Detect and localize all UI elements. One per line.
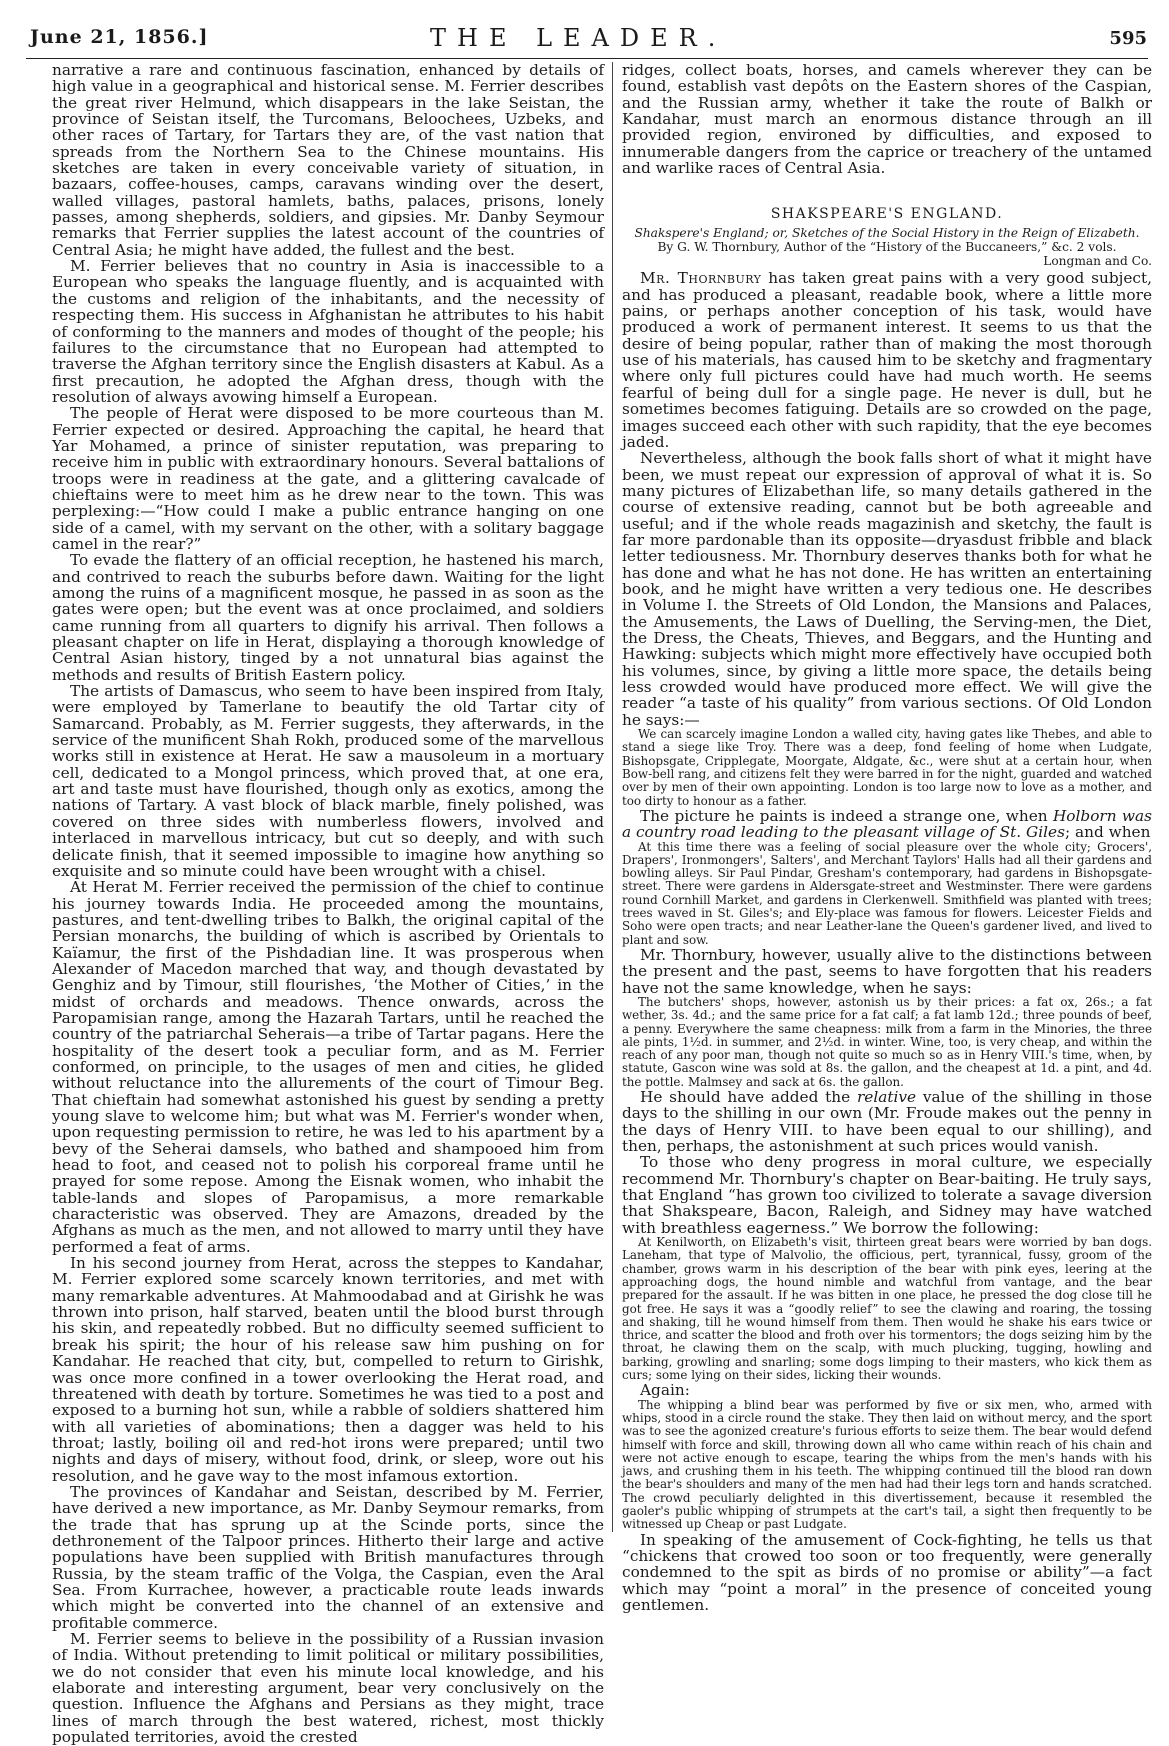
left-column bbox=[52, 61, 604, 1746]
page-number: 595 bbox=[1109, 28, 1147, 49]
paragraph: The artists of Damascus, who seem to have been inspired from Italy, were employed by Tamerlane to beautify the old Tartar city of Samarcand. Probably, as M. Ferrier suggests, they afterwards, in the service of the munificent Shah Rokh, produced some of the marvellous works still in existence at Herat. He saw a mausoleum in a mortuary cell, dedicated to a Mongol princess, which proved that, at one era, art and taste must have flourished, though only as exotics, among the nations of Tartary. A vast block of black marble, finely polished, was covered on three sides with numberless flowers, involved and interlaced in marvellous intricacy, but cut so deeply, and with such delicate finish, that it seemed impossible to imagine how anything so exquisite and so minute could have been wrought with a chisel. bbox=[52, 682, 604, 880]
paragraph: Again: bbox=[640, 1381, 690, 1400]
paragraph: In speaking of the amusement of Cock-fighting, he tells us that “chickens that crowed too soon or too frequently, were generally condemned to the spit as birds of no promise or ability”—a fact which may “point a moral” in the presence of conceited young gentlemen. bbox=[622, 1530, 1152, 1615]
paragraph: Mr. Thornbury, however, usually alive to the distinctions between the present and the past, seems to have forgotten that his readers have not the same knowledge, when he says: bbox=[622, 945, 1152, 997]
paragraph: In his second journey from Herat, across the steppes to Kandahar, M. Ferrier explored some scarcely known territories, and met with many remarkable adventures. At Mahmoodabad and at Girishk he was thrown into prison, half starved, beaten until the blood burst through his skin, and repeatedly robbed. But no difficulty seemed sufficient to break his spirit; the hour of his release saw him pushing on for Kandahar. He reached that city, but, compelled to return to Girishk, was once more confined in a tower overlooking the Herat road, and threatened with death by torture. Sometimes he was tied to a post and exposed to a burning hot sun, while a rabble of soldiers shattered him with all varieties of abominations; then a dagger was held to his throat; lastly, boiling oil and red-hot irons were prepared; until two nights and days of misery, without food, drink, or sleep, wore out his resolution, and he gave way to the most infamous extortion. bbox=[52, 1254, 604, 1485]
right-column bbox=[622, 61, 1153, 1615]
paragraph-text: has taken great pains with a very good subject, and has produced a pleasant, readable book, where a little more pains, or perhaps another conception of his task, would have produced a work of permanent interest. It seems to us that the desire of being popular, rather than of making the most thorough use of his materials, has caused him to be sketchy and fragmentary where only full pictures could have had much worth. He seems fearful of being dull for a single page. He never is dull, but he sometimes becomes fatiguing. Details are so crowded on the page, images succeed each other with such rapidity, that the eye becomes jaded. bbox=[622, 269, 1153, 451]
paragraph: The provinces of Kandahar and Seistan, described by M. Ferrier, have derived a new importance, as Mr. Danby Seymour remarks, from the trade that has sprung up at the Scinde ports, since the dethronement of the Talpoor princes. Hitherto their large and active populations have been supplied with British manufactures through Russia, by the steam traffic of the Volga, the Caspian, even the Aral Sea. From Kurrachee, however, a practicable route leads inwards which might be converted into the channel of an extensive and profitable commerce. bbox=[52, 1482, 604, 1632]
block-quote: We can scarcely imagine London a walled city, having gates like Thebes, and able to stand a siege like Troy. There was a deep, fond feeling of home when Ludgate, Bishopsgate, Cripplegate, Moorgate, Aldgate, &c., were shut at a certain hour, when Bow-bell rang, and citizens felt they were barred in for the night, guarded and watched over by men of their own appointing. London is too large now to love as a mother, and too dirty to honour as a father. bbox=[622, 727, 1152, 808]
paragraph bbox=[622, 808, 1152, 841]
masthead-title: THE LEADER. bbox=[430, 24, 727, 52]
paragraph bbox=[622, 1089, 1152, 1154]
paragraph: At Herat M. Ferrier received the permission of the chief to continue his journey towards India. He proceeded among the mountains, pastures, and tent-dwelling tribes to Balkh, the original capital of the Persian monarchs, the building of which is ascribed by Orientals to Kaïamur, the first of the Pishdadian line. It was prosperous when Alexander of Macedon marched that way, and though devastated by Genghiz and by Timour, still flourishes, ‘the Mother of Cities,’ in the midst of orchards and meadows. Thence onwards, across the Paropamisian range, among the Hazarah Tartars, until he reached the country of the patriarchal Seherais—a tribe of Tartar pagans. Here the hospitality of the desert took a peculiar form, and as M. Ferrier conformed, on principle, to the usages of men and cities, he glided without reluctance into the allurements of the court of Timour Beg. That chieftain had somewhat astonished his guest by sending a pretty young slave to welcome him; but what was M. Ferrier's wonder when, upon requesting permission to retire, he was led to his apartment by a bevy of the Seherai damsels, who bathed and shampooed him from head to foot, and ceased not to polish his corporeal frame until he prayed for some repose. Among the Eisnak women, who inhabit the table-lands and slopes of Paropamisus, a more remarkable characteristic was observed. They are Amazons, dreaded by the Afghans as much as the men, and not allowed to marry until they have performed a feat of arms. bbox=[52, 878, 604, 1256]
paragraph-lead: Mr. Thornbury bbox=[640, 269, 762, 288]
paragraph: The people of Herat were disposed to be more courteous than M. Ferrier expected or desired. Approaching the capital, he heard that Yar Mohamed, a prince of sinister reputation, was preparing to receive him in public with extraordinary honours. Several battalions of troops were in readiness at the gate, and a glittering cavalcade of chieftains were to meet him as he drew near to the town. This was perplexing:—“How could I make a public entrance hanging on one side of a camel, with my servant on the other, with a solitary baggage camel in the rear?” bbox=[52, 404, 604, 553]
block-quote: At Kenilworth, on Elizabeth's visit, thirteen great bears were worried by ban dogs. Laneham, that type of Malvolio, the officious, pert, tyrannical, fussy, groom of the chamber, grows warm in his description of the bear with pink eyes, leering at the approaching dogs, the hound nimble and watchful from vantage, and the bear prepared for the assault. If he was bitten in one place, he pressed the dog close till he got free. He says it was a “goodly relief” to see the clawing and roaring, the tossing and shaking, till he wound himself from them. Then would he shake his ears twice or thrice, and scatter the blood and froth over his tormentors; the dogs seizing him by the throat, he clawing them on the scalp, with much plucking, tugging, howling and barking, growling and snarling; some dogs limping to their masters, who kick them as curs; some lying on their sides, licking their wounds. bbox=[622, 1235, 1152, 1383]
paragraph: To those who deny progress in moral culture, we especially recommend Mr. Thornbury's chapter on Bear-baiting. He truly says, that England “has grown too civilized to tolerate a savage diversion that Shakspeare, Bacon, Raleigh, and Sidney may have watched with breathless eagerness.” We borrow the following: bbox=[622, 1153, 1152, 1237]
paragraph: Nevertheless, although the book falls short of what it might have been, we must repeat our expression of approval of what it is. So many pictures of Elizabethan life, so many details gathered in the course of extensive reading, cannot but be both agreeable and useful; and if the whole reads magazinish and sketchy, the fault is far more pardonable than its opposite—dryasdust fribble and black letter tediousness. Mr. Thornbury deserves thanks both for what he has done and what he has not done. He has written an entertaining book, and he might have written a very tedious one. He describes in Volume I. the Streets of Old London, the Mansions and Palaces, the Amusements, the Laws of Duelling, the Serving-men, the Diet, the Dress, the Cheats, Thieves, and Beggars, and the Hunting and Hawking: subjects which might more effectively have occupied both his volumes, since, by giving a little more space, the details being less crowded would have produced more effect. We will give the reader “a taste of his quality” from various sections. Of Old London he says:— bbox=[622, 449, 1152, 729]
book-publisher: Longman and Co. bbox=[1043, 254, 1152, 269]
paragraph: To evade the flattery of an official reception, he hastened his march, and contrived to reach the suburbs before dawn. Waiting for the light among the ruins of a magnificent mosque, he passed in as soon as the gates were open; but the event was at once proclaimed, and soldiers came running from all quarters to dignify his arrival. Then follows a pleasant chapter on life in Herat, displaying a thorough knowledge of Central Asian history, tinged by a not unnatural bias against the methods and results of British Eastern policy. bbox=[52, 551, 604, 684]
book-title: Shakspere's England; or, Sketches of the Social History in the Reign of Elizabeth. bbox=[634, 226, 1140, 241]
block-quote: The whipping a blind bear was performed by five or six men, who, armed with whips, stood in a circle round the stake. They then laid on without mercy, and the sport was to see the agonized creature's furious efforts to seize them. The bear would defend himself with force and skill, throwing down all who came within reach of his chain and were not active enough to escape, tearing the whips from the men's hands with his jaws, and crushing them in his teeth. The whipping continued till the blood ran down the bear's shoulders and many of the men had had their legs torn and hands scratched. The crowd peculiarly delighted in this divertissement, because it resembled the gaoler's public whipping of strumpets at the cart's tail, a sight then frequently to be witnessed up Cheap or past Ludgate. bbox=[622, 1397, 1152, 1532]
continued-paragraph: ridges, collect boats, horses, and camels wherever they can be found, establish vast depôts on the Eastern shores of the Caspian, and the Russian army, whether it take the route of Balkh or Kandahar, must march an enormous distance through an ill provided region, environed by difficulties, and exposed to innumerable dangers from the caprice or treachery of the untamed and warlike races of Central Asia. bbox=[622, 61, 1152, 178]
paragraph: M. Ferrier believes that no country in Asia is inaccessible to a European who speaks the language fluently, and is acquainted with the customs and religion of the inhabitants, and the necessity of respecting them. His success in Afghanistan he attributes to his habit of conforming to the manners and modes of thought of the people; his failures to the circumstance that no European had attempted to traverse the Afghan territory since the English disasters at Kabul. As a first precaution, he adopted the Afghan dress, though with the resolution of always avowing himself a European. bbox=[52, 257, 604, 406]
italic-phrase: Holborn was a country road leading to the pleasant village of St. Giles bbox=[622, 806, 1152, 842]
article-heading: SHAKSPEARE'S ENGLAND. bbox=[770, 206, 1004, 223]
book-author: By G. W. Thornbury, Author of the “History of the Buccaneers,” &c. 2 vols. bbox=[657, 240, 1117, 255]
paragraph: narrative a rare and continuous fascination, enhanced by details of high value in a geographical and historical sense. M. Ferrier describes the great river Helmund, which disappears in the lake Seistan, the province of Seistan itself, the Turcomans, Beloochees, Uzbeks, and other races of Tartary, for Tartars they are, of the vast nation that spreads from the Northern Sea to the Chinese mountains. His sketches are taken in every conceivable variety of situation, in bazaars, coffee-houses, camps, caravans winding over the desert, walled villages, pastoral hamlets, baths, palaces, prisons, lonely passes, among shepherds, soldiers, and gipsies. Mr. Danby Seymour remarks that Ferrier supplies the latest account of the countries of Central Asia; he might have added, the fullest and the best. bbox=[52, 61, 604, 259]
paragraph-text: value of the shilling in those days to the shilling in our own (Mr. Froude makes out the penny in the days of Henry VIII. to have been equal to our shilling), and then, perhaps, the astonishment at such prices would vanish. bbox=[622, 1087, 1152, 1156]
paragraph: M. Ferrier seems to believe in the possibility of a Russian invasion of India. Without pretending to limit political or military possibilities, we do not consider that even his minute local knowledge, and his elaborate and interesting argument, bear very conclusively on the question. Influence the Afghans and Persians as they might, trace lines of march through the best watered, richest, most thickly populated territories, avoid the crested bbox=[52, 1630, 604, 1746]
paragraph-text: ; and when bbox=[1064, 823, 1151, 842]
paragraph-text: The picture he paints is indeed a strange one, when bbox=[640, 806, 1053, 825]
paragraph bbox=[622, 270, 1152, 450]
block-quote: At this time there was a feeling of social pleasure over the whole city; Grocers', Drapers', Ironmongers', Salters', and Merchant Taylors' Halls had all their gardens and bowling alleys. Sir Paul Pindar, Gresham's contemporary, had gardens in Bishopsgate-street. There were gardens in Aldersgate-street and Westminster. There were gardens round Cornhill Market, and gardens in Clerkenwell. Smithfield was planted with trees; trees waved in St. Giles's; and Ely-place was famous for flowers. Leicester Fields and Soho were open tracts; and near Leather-lane the Queen's gardener lived, and lived to plant and sow. bbox=[622, 839, 1152, 947]
paragraph-text: He should have added the bbox=[640, 1087, 857, 1106]
italic-word: relative bbox=[856, 1087, 917, 1106]
issue-date: June 21, 1856.] bbox=[30, 26, 209, 48]
column-divider bbox=[612, 62, 613, 1532]
header-rule bbox=[26, 58, 1148, 59]
block-quote: The butchers' shops, however, astonish us by their prices: a fat ox, 26s.; a fat wether, 3s. 4d.; and the same price for a fat calf; a fat lamb 12d.; three pounds of beef, a penny. Everywhere the same cheapness: milk from a farm in the Minories, the three ale pints, 1½d. in summer, and 2½d. in winter. Wine, too, is very cheap, and within the reach of any poor man, though not quite so much so as in Henry VIII.'s time, when, by statute, Gascon wine was sold at 8s. the gallon, and the cheapest at 1d. a pint, and 4d. the pottle. Malmsey and sack at 6s. the gallon. bbox=[622, 994, 1152, 1089]
